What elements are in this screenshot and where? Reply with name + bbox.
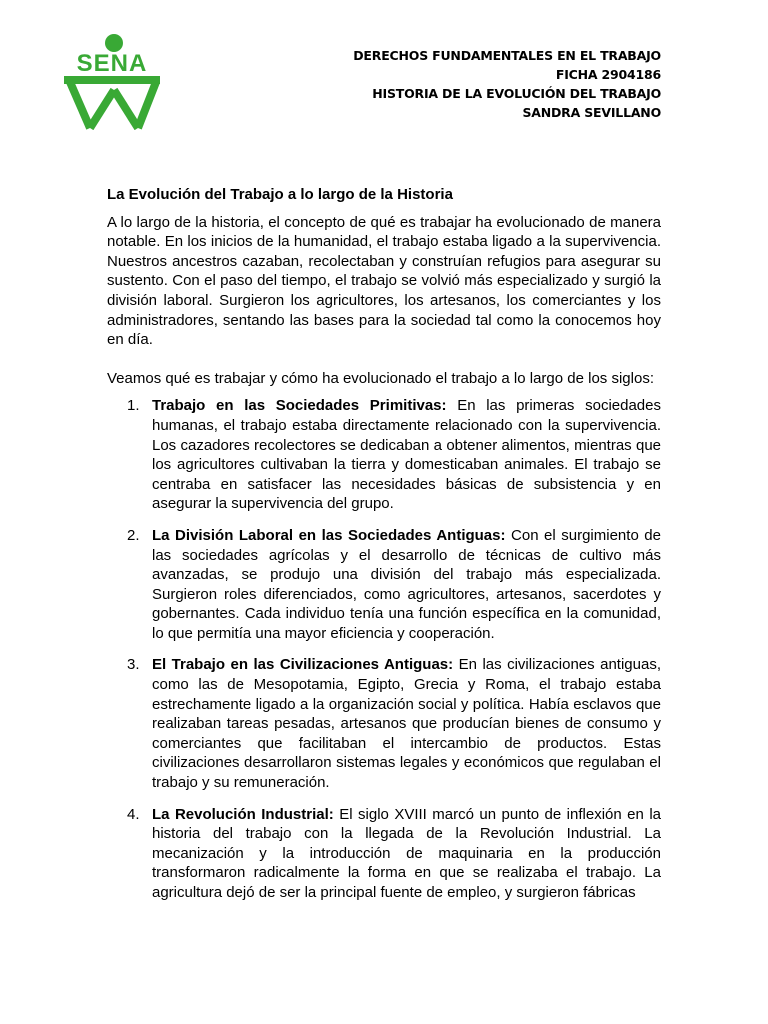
- list-item-text: En las primeras sociedades humanas, el trabajo estaba directamente relacionado con la supervivencia. Los cazadores recolectores se dedicaban a obtener alimentos, mientras que los agricultores cultivaban la tierra y domesticaban animales. El trabajo se centraba en satisfacer las necesidades básicas de subsistencia y en asegurar la supervivencia del grupo.: [152, 397, 661, 513]
- logo-figure-icon: [64, 80, 160, 128]
- document-body: [107, 185, 661, 915]
- list-item-number: 3.: [127, 656, 140, 674]
- intro-paragraph: A lo largo de la historia, el concepto de qué es trabajar ha evolucionado de manera notable. En los inicios de la humanidad, el trabajo estaba ligado a la supervivencia. Nuestros ancestros cazaban, recolectaban y construían refugios para asegurar su sustento. Con el paso del tiempo, el trabajo se volvió más especializado y surgió la división laboral. Surgieron los agricultores, los artesanos, los comerciantes y los administradores, sentando las bases para la sociedad tal como la conocemos hoy en día.: [107, 213, 661, 349]
- list-item: [107, 396, 661, 514]
- history-list: [107, 396, 661, 902]
- header-topic: HISTORIA DE LA EVOLUCIÓN DEL TRABAJO: [372, 86, 661, 101]
- list-item-heading: Trabajo en las Sociedades Primitivas:: [152, 397, 447, 415]
- list-item-number: 4.: [127, 805, 140, 823]
- header-course: DERECHOS FUNDAMENTALES EN EL TRABAJO: [353, 48, 661, 63]
- list-item-number: 1.: [127, 397, 140, 415]
- sena-logo: [62, 32, 162, 130]
- header-ficha: FICHA 2904186: [555, 67, 661, 82]
- list-item-heading: La División Laboral en las Sociedades Antiguas:: [152, 526, 506, 544]
- list-item: [107, 805, 661, 903]
- list-item: [107, 526, 661, 644]
- list-item-heading: El Trabajo en las Civilizaciones Antiguas:: [152, 656, 454, 674]
- list-item-text: Con el surgimiento de las sociedades agrícolas y el desarrollo de técnicas de cultivo más avanzadas, se produjo una división del trabajo más especializada. Surgieron roles diferenciados, como agricultores, artesanos, sacerdotes y gobernantes. Cada individuo tenía una función específica en la comunidad, lo que permitía una mayor eficiencia y cooperación.: [152, 526, 661, 642]
- document-title: La Evolución del Trabajo a lo largo de la Historia: [107, 186, 453, 203]
- document-header: [353, 46, 661, 122]
- list-item-text: En las civilizaciones antiguas, como las de Mesopotamia, Egipto, Grecia y Roma, el trabajo estaba estrechamente ligado a la organización social y política. Había esclavos que realizaban tareas pesadas, artesanos que producían bienes de consumo y comerciantes que facilitaban el intercambio de productos. Estas civilizaciones desarrollaron sistemas legales y económicos que regulaban el trabajo y su remuneración.: [152, 656, 661, 792]
- list-item: [107, 655, 661, 792]
- lead-paragraph: Veamos qué es trabajar y cómo ha evolucionado el trabajo a lo largo de los siglos:: [107, 369, 654, 387]
- header-author: SANDRA SEVILLANO: [522, 105, 661, 120]
- logo-text: SENA: [76, 50, 148, 77]
- list-item-heading: La Revolución Industrial:: [152, 805, 334, 823]
- list-item-text: El siglo XVIII marcó un punto de inflexión en la historia del trabajo con la llegada de la Revolución Industrial. La mecanización y la introducción de maquinaria en la producción transformaron radicalmente la forma en que se realizaba el trabajo. La agricultura dejó de ser la principal fuente de empleo, y surgieron fábricas: [152, 805, 661, 901]
- list-item-number: 2.: [127, 526, 140, 544]
